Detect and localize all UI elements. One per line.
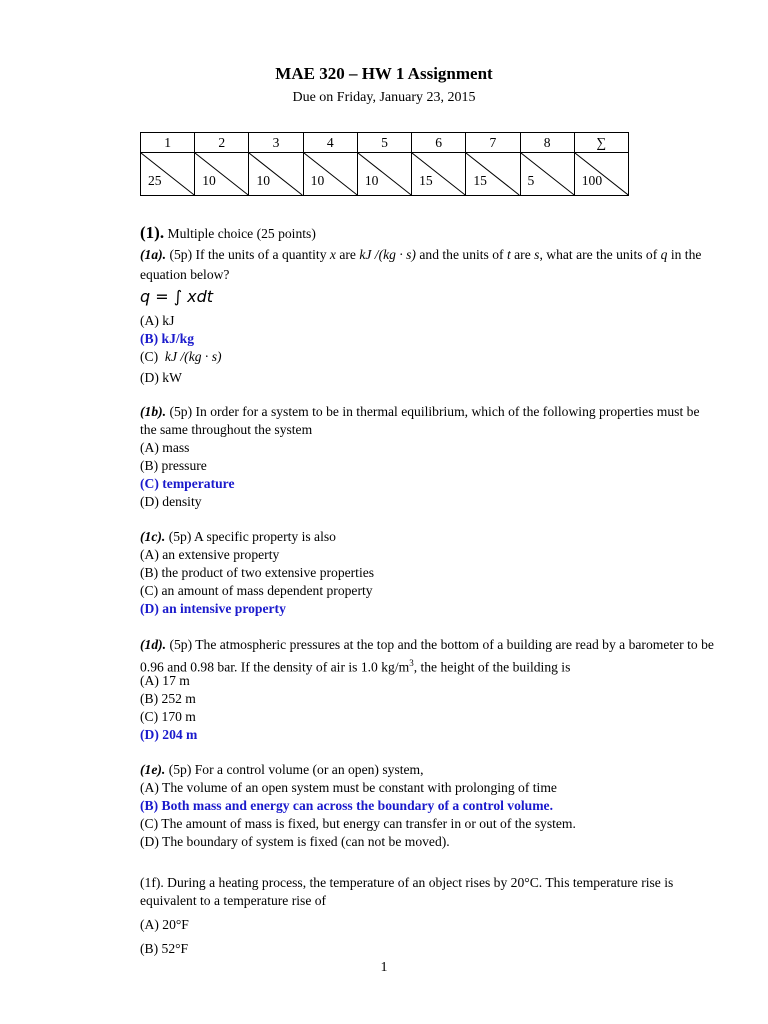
question-label: (1e). [140,762,166,777]
option-1b-a: (A) mass [140,440,190,455]
text: (5p) If the units of a quantity [166,247,330,262]
score-points-cell [412,153,466,196]
question-1d-text-2 [140,654,570,677]
text: in the [667,247,702,262]
score-points-cell [195,153,249,196]
page-title: MAE 320 – HW 1 Assignment [275,64,493,83]
score-table-header-row [141,133,629,153]
option-1b-c-answer: (C) temperature [140,476,235,491]
option-1e-b-answer: (B) Both mass and energy can across the boundary of a control volume. [140,798,553,813]
var-q: q [660,247,668,262]
section-title: Multiple choice (25 points) [167,226,316,241]
question-1c-text [140,528,336,546]
question-1a-text [140,246,701,264]
option-1a-a: (A) kJ [140,313,175,328]
score-header-cell: 6 [412,133,466,153]
points-value: 5 [527,173,535,188]
score-points-cell [141,153,195,196]
question-1b-text [140,403,699,421]
option-1b-d: (D) density [140,494,202,509]
option-letter: (C) [140,349,159,364]
option-1a-d: (D) kW [140,370,182,385]
score-points-cell [357,153,411,196]
option-1e-c: (C) The amount of mass is fixed, but energy can transfer in or out of the system. [140,816,576,831]
points-value: 10 [310,173,325,188]
question-label: (1c). [140,529,166,544]
text: and the units of [415,247,507,262]
option-1a-c [140,348,222,366]
option-1a-b-answer: (B) kJ/kg [140,331,195,346]
score-table-points-row [141,153,629,196]
option-1f-a: (A) 20°F [140,917,189,932]
score-table [140,132,629,196]
var-t: t [506,247,511,262]
score-header-cell: 2 [195,133,249,153]
text: (5p) For a control volume (or an open) system, [165,762,424,777]
text: are [510,247,535,262]
option-1c-b: (B) the product of two extensive properties [140,565,375,580]
option-1f-b: (B) 52°F [140,941,189,956]
text: , what are the units of [539,247,661,262]
superscript: 3 [409,658,414,668]
score-points-cell [466,153,520,196]
score-points-cell [520,153,574,196]
unit-expression: kJ /(kg · s) [359,247,416,262]
score-header-cell: 8 [520,133,574,153]
score-header-cell: 7 [466,133,520,153]
score-header-cell: 3 [249,133,303,153]
question-label: (1a). [140,247,167,262]
score-points-cell [249,153,303,196]
question-1f-text-2: equivalent to a temperature rise of [140,893,327,908]
question-1e-text [140,761,424,779]
option-1d-d-answer: (D) 204 m [140,727,198,742]
points-value: 15 [419,173,433,188]
question-1a-text-2: equation below? [140,267,230,282]
option-expression: kJ /(kg · s) [164,349,222,364]
question-label: (1d). [140,637,167,652]
score-header-cell: ∑ [574,133,628,153]
points-value: 100 [581,173,603,188]
var-x: x [329,247,336,262]
points-value: 25 [148,173,162,188]
option-1e-a: (A) The volume of an open system must be constant with prolonging of time [140,780,557,795]
option-1c-a: (A) an extensive property [140,547,280,562]
option-1d-a: (A) 17 m [140,673,190,688]
points-value: 15 [473,173,487,188]
points-value: 10 [202,173,216,188]
option-1d-c: (C) 170 m [140,709,196,724]
question-label: (1b). [140,404,167,419]
text: , the height of the building is [413,659,571,675]
text: (5p) A specific property is also [165,529,336,544]
text: (5p) In order for a system to be in thermal equilibrium, which of the following properties must be [166,404,700,419]
score-points-cell [574,153,628,196]
option-1b-b: (B) pressure [140,458,207,473]
text: are [335,247,360,262]
score-header-cell: 4 [303,133,357,153]
score-points-cell [303,153,357,196]
equation: q = ∫ xdt [140,287,214,306]
text: (5p) The atmospheric pressures at the top and the bottom of a building are read by a barometer to be [166,637,714,652]
points-value: 10 [256,173,271,188]
question-1d-text [140,636,714,654]
question-1b-text-2: the same throughout the system [140,422,313,437]
option-1c-c: (C) an amount of mass dependent property [140,583,373,598]
points-value: 10 [364,173,379,188]
var-s: s [534,247,540,262]
section-number: (1). [140,223,165,242]
due-date: Due on Friday, January 23, 2015 [292,90,476,105]
text: 0.96 and 0.98 bar. If the density of air is 1.0 kg/m [140,659,410,675]
score-header-cell: 5 [357,133,411,153]
section-1-heading [140,224,316,243]
score-header-cell: 1 [141,133,195,153]
page-number: 1 [380,960,388,975]
option-1c-d-answer: (D) an intensive property [140,601,286,616]
option-1d-b: (B) 252 m [140,691,196,706]
option-1e-d: (D) The boundary of system is fixed (can not be moved). [140,834,450,849]
question-1f-text: (1f). During a heating process, the temperature of an object rises by 20°C. This temperature rise is [140,875,674,890]
